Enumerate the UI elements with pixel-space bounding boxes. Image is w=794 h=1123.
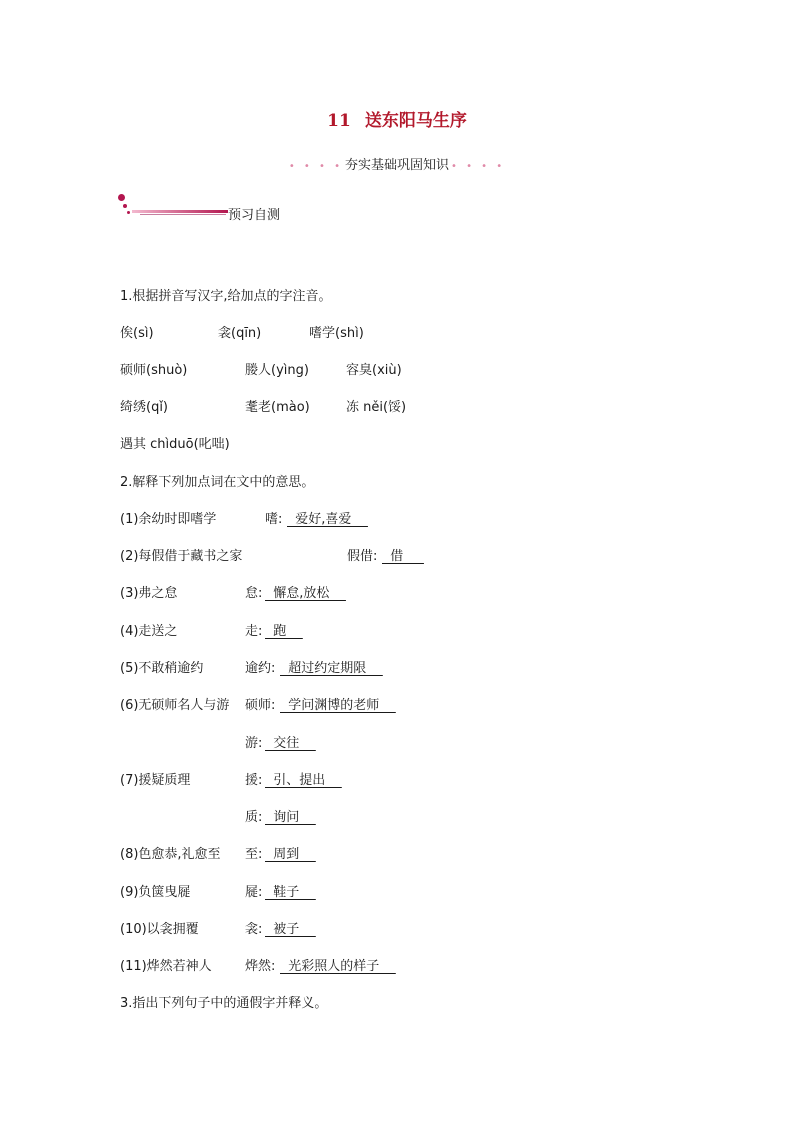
source-sentence: (8)色愈恭,礼愈至 (120, 847, 221, 862)
pinyin-item: 嗜学(shì) (309, 326, 364, 341)
answer-blank: 跑 (265, 624, 303, 639)
definition-row (120, 881, 316, 900)
decorative-dots-left: • • • • (288, 161, 343, 172)
answer-blank: 借 (382, 549, 424, 564)
definition-row (120, 769, 342, 788)
source-sentence: (10)以衾拥覆 (120, 922, 199, 937)
definition-row (120, 657, 383, 676)
question-2-prompt: 2.解释下列加点词在文中的意思。 (120, 475, 315, 490)
decorative-dot (127, 211, 130, 214)
source-sentence: (9)负箧曳屣 (120, 885, 191, 900)
pinyin-item: 绮绣(qǐ) (120, 400, 169, 415)
section-header (118, 194, 298, 224)
source-sentence: (5)不敢稍逾约 (120, 661, 204, 676)
answer-blank: 询问 (265, 810, 316, 825)
term-label: 走: (245, 624, 263, 639)
term-label: 游: (245, 736, 263, 751)
term-label: 衾: (245, 922, 263, 937)
pinyin-item: 衾(qīn) (218, 326, 262, 341)
answer-blank: 被子 (265, 922, 316, 937)
answer-blank: 学问渊博的老师 (280, 698, 396, 713)
definition-row (120, 918, 316, 937)
term-label: 嗜: (265, 512, 283, 527)
definition-row (120, 620, 303, 639)
term-label: 怠: (245, 586, 263, 601)
source-sentence: (11)烨然若神人 (120, 959, 212, 974)
definition-row (120, 955, 396, 974)
definition-row (120, 582, 346, 601)
source-sentence: (6)无硕师名人与游 (120, 698, 230, 713)
subtitle-text: 夯实基础巩固知识 (344, 158, 449, 173)
term-label: 援: (245, 773, 263, 788)
term-label: 质: (245, 810, 263, 825)
source-sentence: (7)援疑质理 (120, 773, 191, 788)
pinyin-item: 遇其 chìduō(叱咄) (120, 437, 230, 452)
section-label: 预习自测 (228, 208, 281, 223)
answer-blank: 交往 (265, 736, 316, 751)
source-sentence: (1)余幼时即嗜学 (120, 512, 217, 527)
pinyin-item: 硕师(shuò) (120, 363, 188, 378)
pinyin-item: 冻 něi(馁) (346, 400, 407, 415)
definition-row (120, 843, 316, 862)
answer-blank: 爱好,喜爱 (287, 512, 368, 527)
decorative-bar (132, 210, 228, 213)
term-label: 烨然: (245, 959, 276, 974)
decorative-dot (118, 194, 125, 201)
lesson-name: 送东阳马生序 (364, 111, 467, 131)
term-label: 硕师: (245, 698, 276, 713)
source-sentence: (3)弗之怠 (120, 586, 178, 601)
answer-blank: 引、提出 (265, 773, 342, 788)
pinyin-item: 媵人(yìng) (245, 363, 309, 378)
decorative-dot (123, 204, 127, 208)
term-label: 假借: (347, 549, 378, 564)
source-sentence: (2)每假借于藏书之家 (120, 549, 243, 564)
definition-row (120, 694, 396, 713)
answer-blank: 周到 (265, 847, 316, 862)
lesson-number: 11 (327, 111, 351, 131)
answer-blank: 光彩照人的样子 (280, 959, 396, 974)
pinyin-item: 耄老(mào) (245, 400, 310, 415)
definition-row (120, 545, 424, 564)
pinyin-item: 俟(sì) (120, 326, 154, 341)
decorative-bar (140, 214, 226, 215)
decorative-dots-right: • • • • (451, 161, 506, 172)
answer-blank: 懈怠,放松 (265, 586, 346, 601)
term-label: 逾约: (245, 661, 276, 676)
question-3-prompt: 3.指出下列句子中的通假字并释义。 (120, 996, 328, 1011)
term-label: 屣: (245, 885, 263, 900)
lesson-title (0, 106, 794, 131)
subtitle-banner (0, 154, 794, 173)
answer-blank: 超过约定期限 (280, 661, 383, 676)
term-label: 至: (245, 847, 263, 862)
answer-blank: 鞋子 (265, 885, 316, 900)
pinyin-item: 容臭(xiù) (346, 363, 402, 378)
source-sentence: (4)走送之 (120, 624, 178, 639)
definition-row (120, 508, 368, 527)
question-1-prompt: 1.根据拼音写汉字,给加点的字注音。 (120, 289, 332, 304)
